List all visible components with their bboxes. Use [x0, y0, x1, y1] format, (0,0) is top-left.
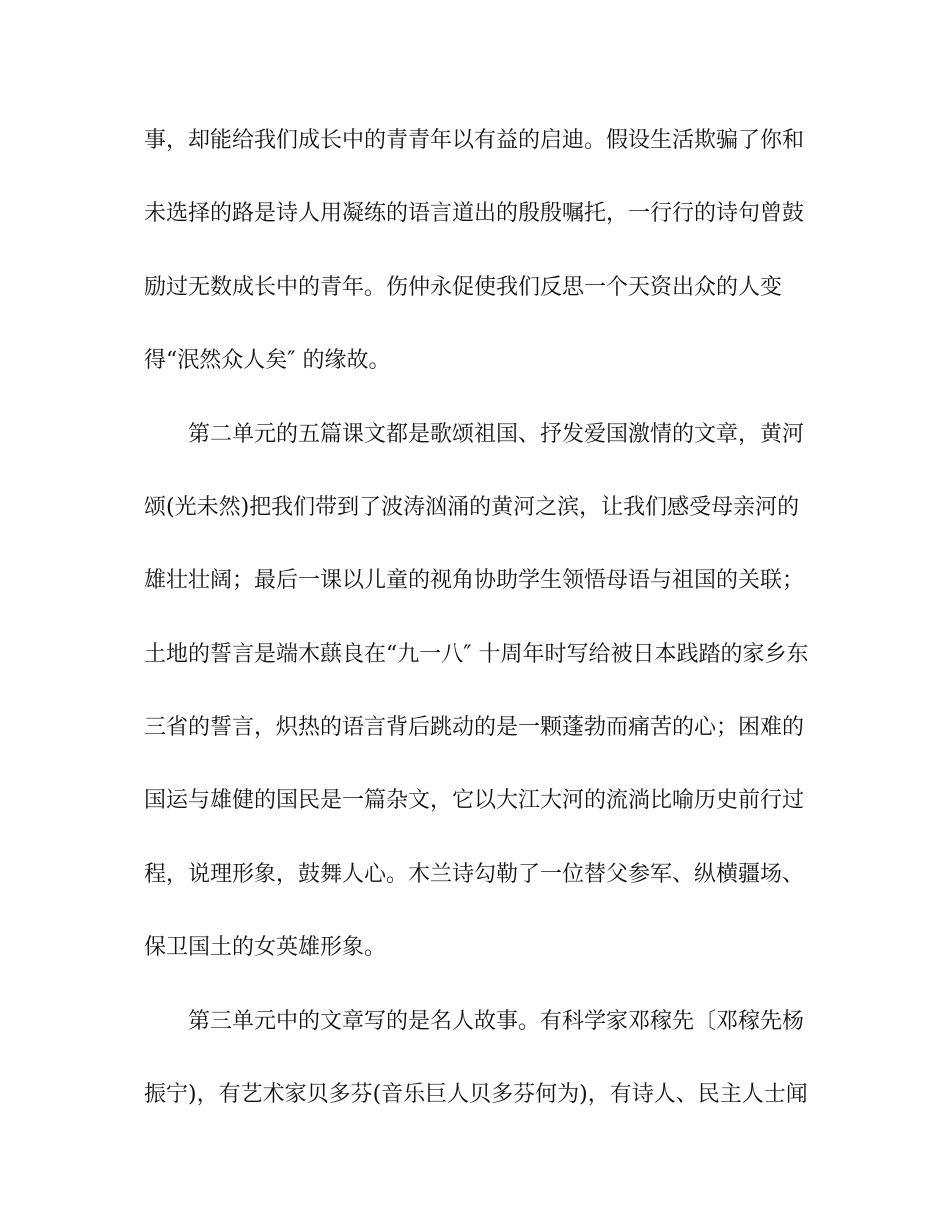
- text-line: 未选择的路是诗人用凝练的语言道出的殷殷嘱托，一行行的诗句曾鼓: [144, 201, 805, 226]
- text-line: 雄壮壮阔；最后一课以儿童的视角协助学生领悟母语与祖国的关联；: [144, 568, 805, 593]
- text-line: 程，说理形象，鼓舞人心。木兰诗勾勒了一位替父参军、纵横疆场、: [144, 862, 805, 887]
- text-line: 得“泯然众人矣″ 的缘故。: [144, 348, 391, 373]
- text-line: 振宁)，有艺术家贝多芬(音乐巨人贝多芬何为)，有诗人、民主人士闻: [144, 1082, 808, 1107]
- text-line: 三省的誓言，炽热的语言背后跳动的是一颗蓬勃而痛苦的心；困难的: [144, 715, 805, 740]
- paragraph-first-line: 第二单元的五篇课文都是歌颂祖国、抒发爱国激情的文章，黄河: [188, 422, 805, 447]
- paragraph-first-line: 第三单元中的文章写的是名人故事。有科学家邓稼先〔邓稼先杨: [188, 1009, 805, 1034]
- text-line: 颂(光未然)把我们带到了波涛汹涌的黄河之滨，让我们感受母亲河的: [144, 495, 800, 520]
- text-line: 励过无数成长中的青年。伤仲永促使我们反思一个天资出众的人变: [144, 275, 783, 300]
- text-line: 保卫国土的女英雄形象。: [144, 935, 387, 960]
- text-line: 土地的誓言是端木蕻良在“九一八″ 十周年时写给被日本践踏的家乡东: [144, 642, 809, 667]
- text-line: 国运与雄健的国民是一篇杂文，它以大江大河的流淌比喻历史前行过: [144, 788, 805, 813]
- text-line: 事，却能给我们成长中的青青年以有益的启迪。假设生活欺骗了你和: [144, 128, 805, 153]
